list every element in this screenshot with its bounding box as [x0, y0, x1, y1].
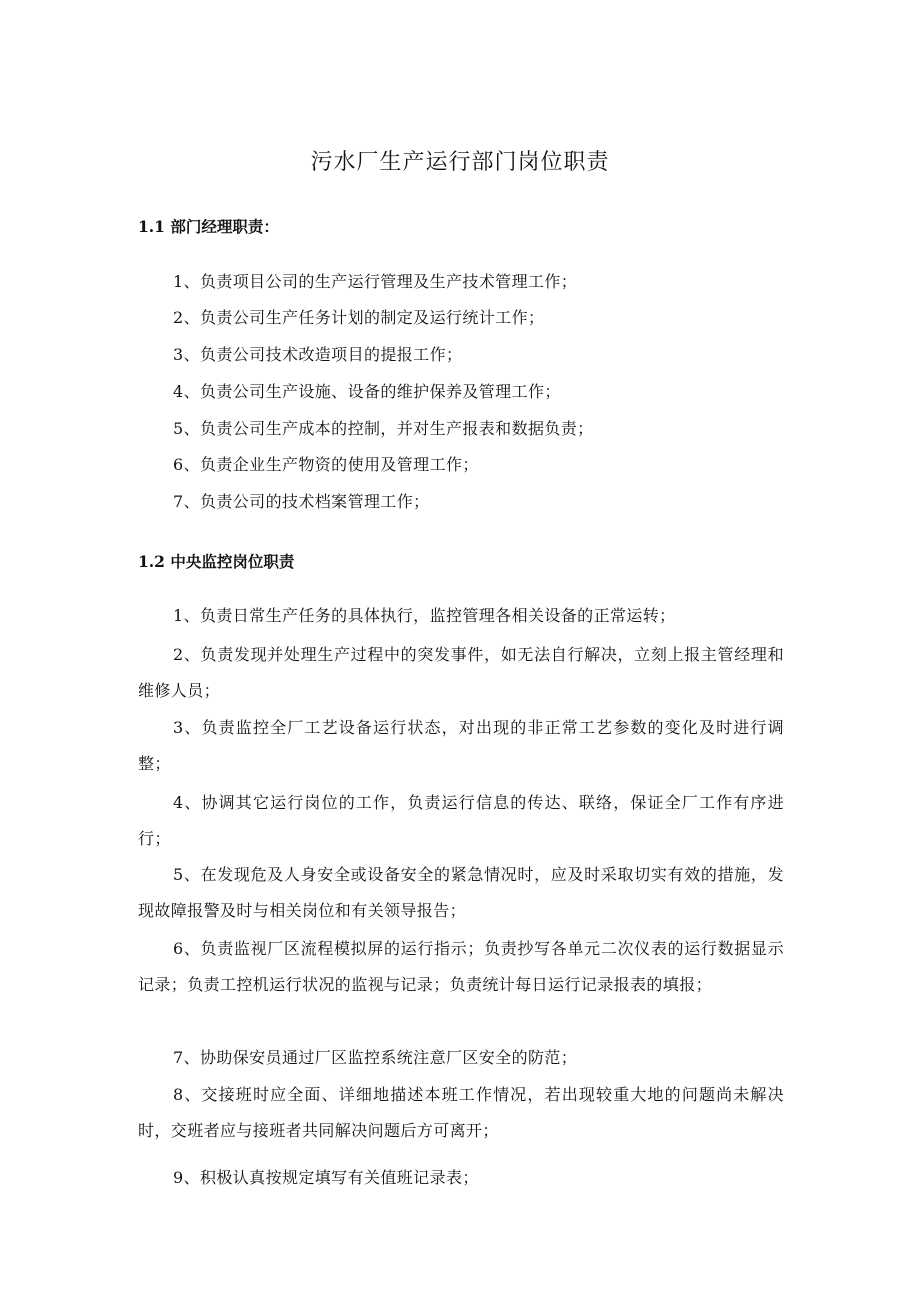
list-item: 5、在发现危及人身安全或设备安全的紧急情况时，应及时采取切实有效的措施，发现故障报警及时与相关岗位和有关领导报告； [138, 865, 784, 920]
list-item: 7、协助保安员通过厂区监控系统注意厂区安全的防范； [173, 1048, 578, 1067]
list-item: 9、积极认真按规定填写有关值班记录表； [173, 1168, 479, 1187]
section-heading-1-2: 1.2 中央监控岗位职责 [138, 552, 295, 571]
list-item: 4、负责公司生产设施、设备的维护保养及管理工作； [173, 382, 561, 401]
list-item: 5、负责公司生产成本的控制，并对生产报表和数据负责； [173, 419, 594, 438]
document-title: 污水厂生产运行部门岗位职责 [310, 150, 610, 175]
list-item: 2、负责公司生产任务计划的制定及运行统计工作； [173, 308, 545, 327]
list-item: 1、负责项目公司的生产运行管理及生产技术管理工作； [173, 272, 578, 291]
list-item: 6、负责监视厂区流程模拟屏的运行指示；负责抄写各单元二次仪表的运行数据显示记录；负责工控机运行状况的监视与记录；负责统计每日运行记录报表的填报； [138, 939, 784, 994]
section-heading-1-1: 1.1 部门经理职责： [138, 217, 279, 236]
list-item: 8、交接班时应全面、详细地描述本班工作情况，若出现较重大地的问题尚未解决时，交班者应与接班者共同解决问题后方可离开； [138, 1085, 784, 1140]
list-item: 2、负责发现并处理生产过程中的突发事件，如无法自行解决，立刻上报主管经理和维修人员； [138, 645, 784, 700]
list-item: 6、负责企业生产物资的使用及管理工作； [173, 455, 479, 474]
list-item: 1、负责日常生产任务的具体执行，监控管理各相关设备的正常运转； [173, 606, 676, 625]
list-item: 3、负责公司技术改造项目的提报工作； [173, 345, 463, 364]
list-item: 7、负责公司的技术档案管理工作； [173, 492, 430, 511]
list-item: 4、协调其它运行岗位的工作，负责运行信息的传达、联络，保证全厂工作有序进行； [138, 793, 784, 848]
list-item: 3、负责监控全厂工艺设备运行状态，对出现的非正常工艺参数的变化及时进行调整； [138, 718, 784, 773]
